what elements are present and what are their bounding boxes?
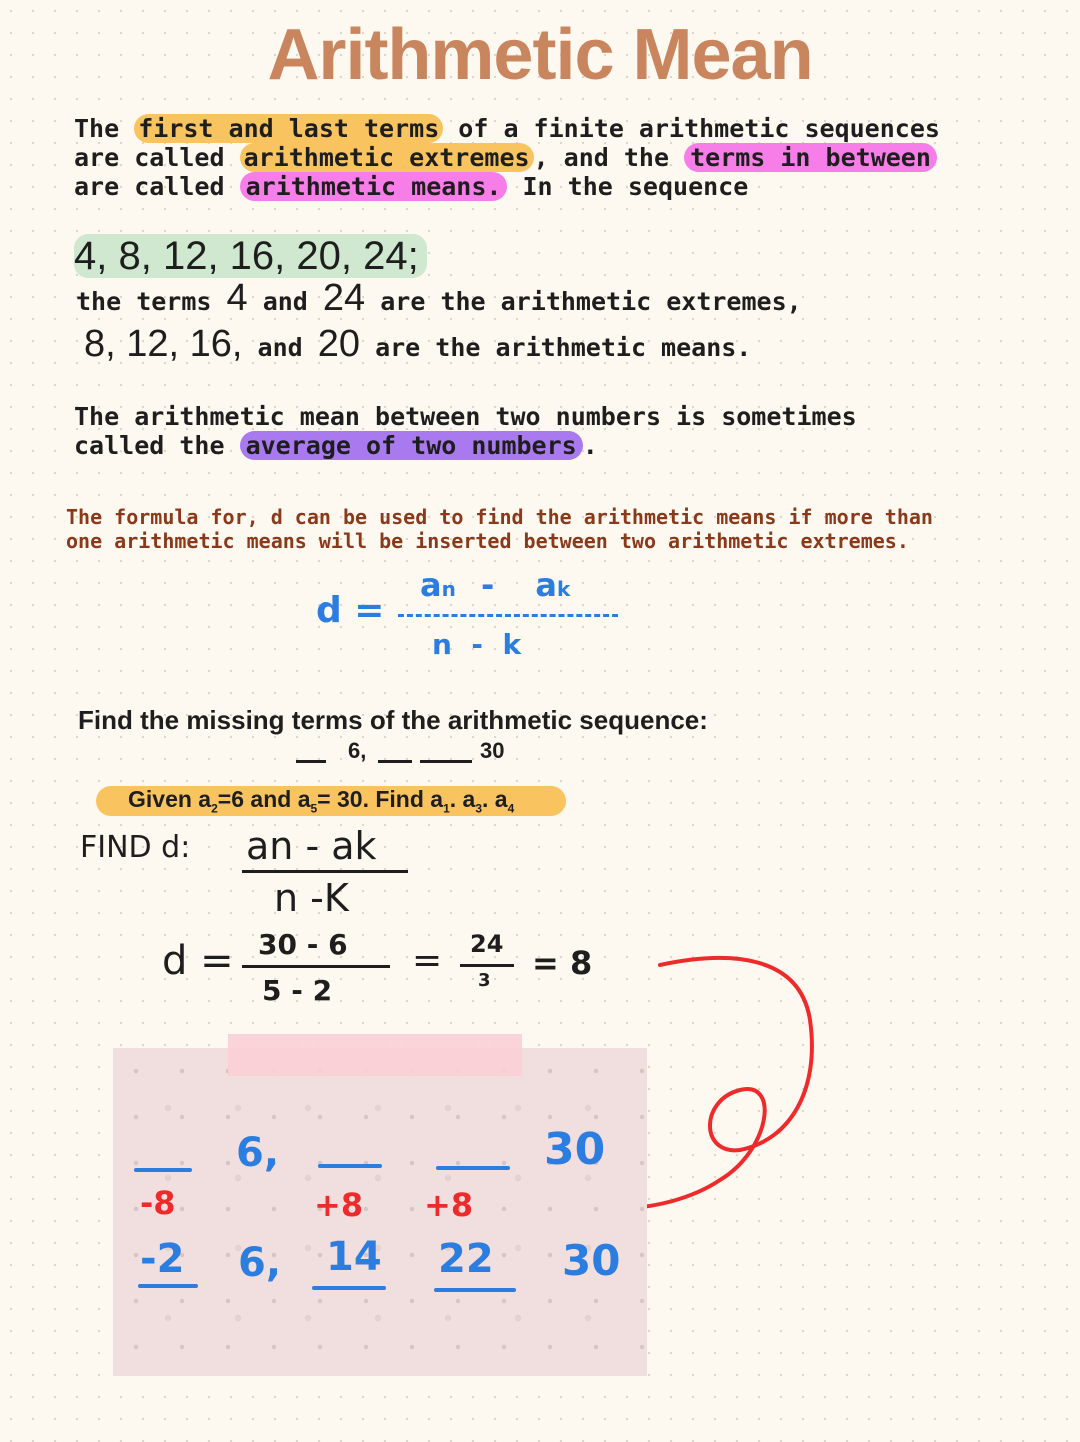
intro-text: are called bbox=[74, 172, 240, 201]
problem-seq-30: 30 bbox=[480, 738, 505, 763]
average-text: . bbox=[582, 431, 598, 460]
page-title: Arithmetic Mean bbox=[267, 15, 813, 95]
card-answer-5: 30 bbox=[562, 1236, 621, 1285]
equals-sign: = bbox=[412, 940, 443, 981]
example-number: 4 bbox=[226, 277, 248, 319]
formula-numerator bbox=[420, 566, 570, 604]
blank-1 bbox=[296, 760, 326, 763]
example-text: are the arithmetic means. bbox=[360, 333, 752, 362]
formula-a2: a bbox=[535, 566, 557, 604]
card-plus8: +8 bbox=[424, 1186, 474, 1224]
formula-sub-n: n bbox=[441, 577, 456, 601]
intro-text: are called bbox=[74, 143, 240, 172]
fraction-denominator: 3 bbox=[478, 970, 491, 991]
example-line-1 bbox=[76, 277, 802, 319]
highlight-terms-in-between: terms in between bbox=[684, 143, 937, 172]
intro-line-1 bbox=[74, 114, 940, 143]
card-underline-4 bbox=[434, 1288, 516, 1292]
problem-seq-6: 6, bbox=[348, 738, 367, 763]
average-text: called the bbox=[74, 431, 240, 460]
given-part: =6 and a bbox=[217, 786, 311, 812]
example-text: and bbox=[247, 287, 323, 316]
card-answer-2: 6, bbox=[238, 1240, 282, 1286]
formula-note-line-2: one arithmetic means will be inserted between two arithmetic extremes. bbox=[66, 529, 909, 553]
formula-denominator: n - k bbox=[432, 628, 522, 661]
highlight-first-last-terms: first and last terms bbox=[134, 114, 443, 143]
example-number: 20 bbox=[317, 323, 361, 365]
given-subscript: 5 bbox=[310, 801, 318, 816]
example-number: 24 bbox=[322, 277, 366, 319]
given-part: = 30. Find a bbox=[317, 786, 444, 812]
card-answer-1: -2 bbox=[140, 1236, 185, 1282]
formula-sub-k: k bbox=[557, 577, 571, 601]
find-d-label: FIND d: bbox=[80, 830, 191, 865]
highlight-arithmetic-extremes: arithmetic extremes bbox=[240, 143, 534, 172]
given-subscript: 2 bbox=[211, 801, 218, 816]
card-row1-30: 30 bbox=[544, 1124, 606, 1175]
intro-line-3 bbox=[74, 172, 748, 201]
card-answer-4: 22 bbox=[438, 1236, 494, 1282]
solution-card bbox=[113, 1048, 647, 1376]
example-sequence-highlight: 4, 8, 12, 16, 20, 24; bbox=[74, 234, 427, 278]
formula-minus: - bbox=[480, 566, 495, 604]
card-plus8: +8 bbox=[314, 1186, 364, 1224]
washi-tape bbox=[228, 1034, 522, 1076]
card-answer-3: 14 bbox=[326, 1234, 382, 1280]
example-line-2 bbox=[84, 323, 752, 365]
card-row1-6: 6, bbox=[236, 1130, 280, 1176]
example-numbers: 8, 12, 16, bbox=[84, 323, 243, 365]
card-minus8: -8 bbox=[140, 1184, 176, 1222]
d-lhs: d = bbox=[162, 938, 234, 984]
problem-prompt: Find the missing terms of the arithmetic sequence: bbox=[78, 705, 708, 735]
general-fraction-bar bbox=[242, 870, 408, 873]
card-blank-1 bbox=[134, 1168, 192, 1172]
example-text: the terms bbox=[76, 287, 227, 316]
formula-lhs: d = bbox=[316, 590, 385, 631]
fraction-bar bbox=[460, 964, 514, 967]
general-numerator: an - ak bbox=[246, 824, 377, 868]
d-numerator: 30 - 6 bbox=[258, 928, 348, 961]
intro-text: The bbox=[74, 114, 135, 143]
average-line-2 bbox=[74, 431, 598, 460]
card-underline-3 bbox=[312, 1286, 386, 1290]
given-part: . a bbox=[449, 786, 476, 812]
highlight-average: average of two numbers bbox=[240, 431, 583, 460]
fraction-numerator: 24 bbox=[470, 930, 504, 958]
given-subscript: 4 bbox=[507, 801, 515, 816]
blank-2 bbox=[378, 760, 412, 763]
intro-text: In the sequence bbox=[507, 172, 749, 201]
average-line-1: The arithmetic mean between two numbers is sometimes bbox=[74, 402, 857, 431]
formula-a: a bbox=[420, 566, 442, 604]
example-text: and bbox=[242, 333, 318, 362]
highlight-arithmetic-means: arithmetic means. bbox=[240, 172, 508, 201]
formula-fraction-bar bbox=[398, 614, 618, 617]
d-fraction-bar bbox=[242, 965, 390, 968]
intro-text: , and the bbox=[533, 143, 685, 172]
intro-text: of a finite arithmetic sequences bbox=[443, 114, 940, 143]
example-text: are the arithmetic extremes, bbox=[365, 287, 802, 316]
given-subscript: 3 bbox=[475, 801, 483, 816]
given-subscript: 1 bbox=[443, 801, 450, 816]
blank-3 bbox=[420, 760, 472, 763]
card-blank-3 bbox=[436, 1166, 510, 1170]
d-result: = 8 bbox=[532, 944, 593, 982]
card-blank-2 bbox=[318, 1164, 382, 1168]
d-denominator: 5 - 2 bbox=[262, 974, 333, 1007]
example-sequence bbox=[74, 234, 427, 279]
card-underline-1 bbox=[138, 1284, 198, 1288]
formula-note-line-1: The formula for, d can be used to find the arithmetic means if more than bbox=[66, 505, 933, 529]
intro-line-2 bbox=[74, 143, 937, 172]
given-text bbox=[128, 786, 514, 816]
general-denominator: n -K bbox=[274, 876, 349, 920]
given-part: Given a bbox=[128, 786, 212, 812]
given-part: . a bbox=[482, 786, 508, 812]
